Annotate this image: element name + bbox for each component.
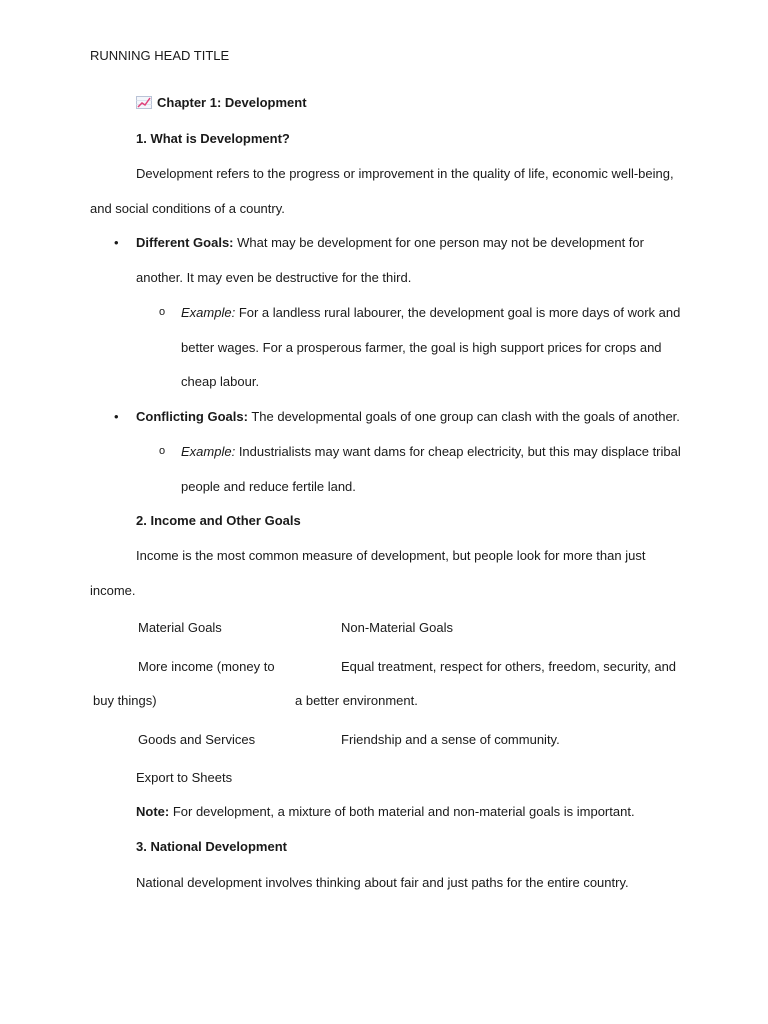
- table-cell: Equal treatment, respect for others, freedom, security, and: [341, 659, 677, 674]
- section-1-intro-line-2: and social conditions of a country.: [90, 201, 285, 216]
- table-header-material: Material Goals: [138, 620, 222, 635]
- bullet-marker: •: [114, 409, 119, 424]
- example-1-line-3: cheap labour.: [181, 374, 260, 389]
- chapter-title: Chapter 1: Development: [157, 95, 307, 110]
- section-2-intro-line-2: income.: [90, 583, 136, 598]
- note-line: [136, 804, 635, 819]
- example-1-line-1: [181, 305, 680, 320]
- example-2-line-1: [181, 444, 681, 459]
- note-label: Note:: [136, 804, 170, 819]
- bullet-conflicting-goals: [136, 409, 680, 424]
- section-3-text: National development involves thinking about fair and just paths for the entire country.: [136, 875, 629, 890]
- bullet-label: Different Goals:: [136, 235, 234, 250]
- example-text: Industrialists may want dams for cheap electricity, but this may displace tribal: [235, 444, 681, 459]
- table-cell: buy things): [93, 693, 157, 708]
- example-1-line-2: better wages. For a prosperous farmer, the goal is high support prices for crops and: [181, 340, 662, 355]
- table-cell: a better environment.: [295, 693, 418, 708]
- bullet-different-goals-line-1: [136, 235, 644, 250]
- example-2-line-2: people and reduce fertile land.: [181, 479, 356, 494]
- section-3-heading: 3. National Development: [136, 839, 287, 854]
- section-1-heading: 1. What is Development?: [136, 131, 290, 146]
- section-1-intro-line-1: Development refers to the progress or improvement in the quality of life, economic well-being,: [136, 166, 674, 181]
- table-cell: Goods and Services: [138, 732, 256, 747]
- bullet-label: Conflicting Goals:: [136, 409, 248, 424]
- example-text: For a landless rural labourer, the development goal is more days of work and: [235, 305, 681, 320]
- table-cell: More income (money to: [138, 659, 275, 674]
- bullet-different-goals-line-2: another. It may even be destructive for the third.: [136, 270, 412, 285]
- bullet-text: The developmental goals of one group can clash with the goals of another.: [247, 409, 680, 424]
- section-2-intro-line-1: Income is the most common measure of development, but people look for more than just: [136, 548, 646, 563]
- chapter-heading: [136, 95, 307, 110]
- sub-bullet-marker: o: [159, 445, 166, 457]
- example-label: Example:: [181, 305, 236, 320]
- table-cell: Friendship and a sense of community.: [341, 732, 560, 747]
- sub-bullet-marker: o: [159, 306, 166, 318]
- table-header-non-material: Non-Material Goals: [341, 620, 453, 635]
- running-head: RUNNING HEAD TITLE: [90, 48, 230, 63]
- chart-increasing-icon: [136, 96, 152, 109]
- example-label: Example:: [181, 444, 236, 459]
- note-text: For development, a mixture of both material and non-material goals is important.: [169, 804, 635, 819]
- bullet-text: What may be development for one person may not be development for: [233, 235, 644, 250]
- bullet-marker: •: [114, 235, 119, 250]
- section-2-heading: 2. Income and Other Goals: [136, 513, 301, 528]
- export-to-sheets-link[interactable]: Export to Sheets: [136, 770, 233, 785]
